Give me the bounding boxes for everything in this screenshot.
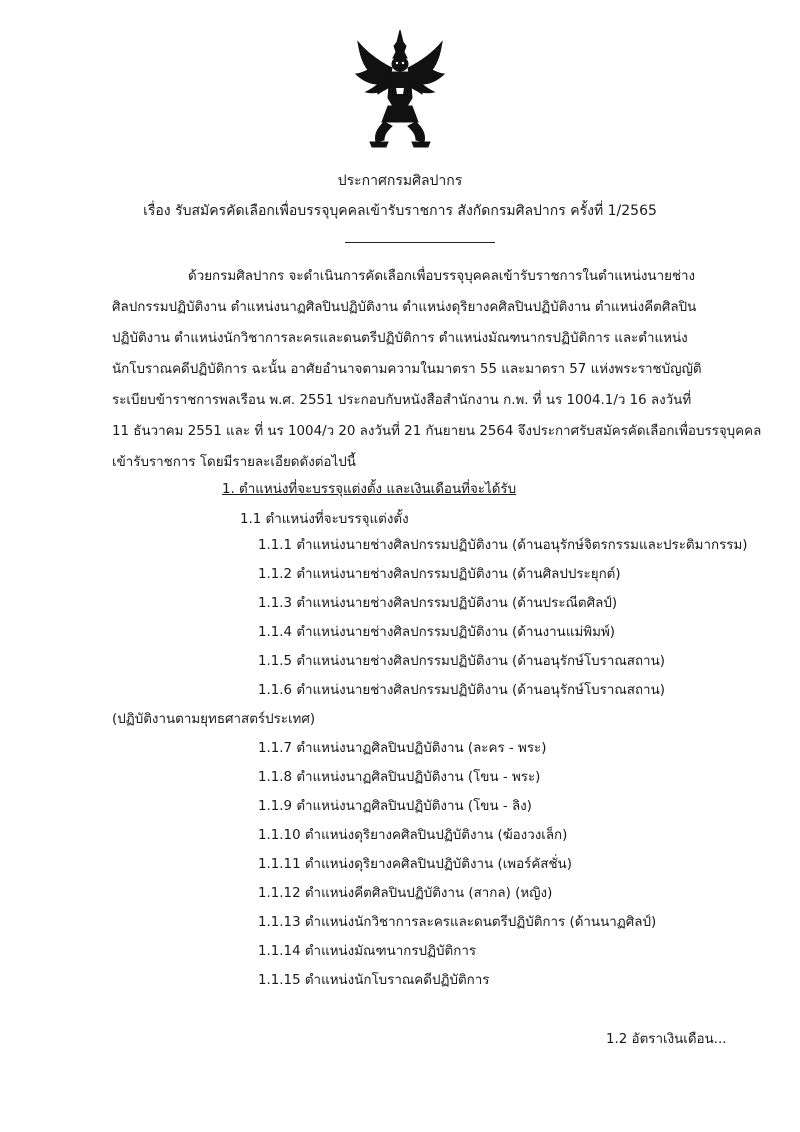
- sub-section-heading: 1.1 ตำแหน่งที่จะบรรจุแต่งตั้ง: [240, 512, 409, 527]
- intro-line: 11 ธันวาคม 2551 และ ที่ นร 1004/ว 20 ลงวันที่ 21 กันยายน 2564 จึงประกาศรับสมัครคัดเลือกเพื่อบรรจุบุคคล: [112, 424, 762, 439]
- position-item: 1.1.1 ตำแหน่งนายช่างศิลปกรรมปฏิบัติงาน (ด้านอนุรักษ์จิตรกรรมและประติมากรรม): [258, 538, 748, 553]
- position-item: 1.1.9 ตำแหน่งนาฏศิลปินปฏิบัติงาน (โขน - ลิง): [258, 799, 532, 814]
- intro-line: ระเบียบข้าราชการพลเรือน พ.ศ. 2551 ประกอบกับหนังสือสำนักงาน ก.พ. ที่ นร 1004.1/ว 16 ลงวันที่: [112, 393, 692, 408]
- position-item: 1.1.5 ตำแหน่งนายช่างศิลปกรรมปฏิบัติงาน (ด้านอนุรักษ์โบราณสถาน): [258, 654, 665, 669]
- position-item: 1.1.13 ตำแหน่งนักวิชาการละครและดนตรีปฏิบัติการ (ด้านนาฏศิลป์): [258, 915, 657, 930]
- position-item: 1.1.15 ตำแหน่งนักโบราณคดีปฏิบัติการ: [258, 973, 490, 988]
- position-note: (ปฏิบัติงานตามยุทธศาสตร์ประเทศ): [112, 712, 316, 727]
- position-item: 1.1.14 ตำแหน่งมัณฑนากรปฏิบัติการ: [258, 944, 477, 959]
- agency-title: ประกาศกรมศิลปากร: [337, 173, 463, 189]
- position-item: 1.1.2 ตำแหน่งนายช่างศิลปกรรมปฏิบัติงาน (ด้านศิลปประยุกต์): [258, 567, 621, 582]
- position-item: 1.1.11 ตำแหน่งดุริยางคศิลปินปฏิบัติงาน (เพอร์คัสชั่น): [258, 857, 572, 872]
- position-item: 1.1.12 ตำแหน่งคีตศิลปินปฏิบัติงาน (สากล) (หญิง): [258, 886, 553, 901]
- intro-line: นักโบราณคดีปฏิบัติการ ฉะนั้น อาศัยอำนาจตามความในมาตรา 55 และมาตรา 57 แห่งพระราชบัญญัติ: [112, 362, 702, 377]
- intro-line: ปฏิบัติงาน ตำแหน่งนักวิชาการละครและดนตรีปฏิบัติการ ตำแหน่งมัณฑนากรปฏิบัติการ และตำแหน่ง: [112, 331, 688, 346]
- intro-line: ศิลปกรรมปฏิบัติงาน ตำแหน่งนาฏศิลปินปฏิบัติงาน ตำแหน่งดุริยางคศิลปินปฏิบัติงาน ตำแหน่งคีตศิลปิน: [112, 300, 697, 315]
- intro-line: ด้วยกรมศิลปากร จะดำเนินการคัดเลือกเพื่อบรรจุบุคคลเข้ารับราชการในตำแหน่งนายช่าง: [188, 269, 696, 284]
- position-item: 1.1.10 ตำแหน่งดุริยางคศิลปินปฏิบัติงาน (ฆ้องวงเล็ก): [258, 828, 568, 843]
- section-heading: 1. ตำแหน่งที่จะบรรจุแต่งตั้ง และเงินเดือนที่จะได้รับ: [222, 482, 517, 497]
- position-item: 1.1.6 ตำแหน่งนายช่างศิลปกรรมปฏิบัติงาน (ด้านอนุรักษ์โบราณสถาน): [258, 683, 665, 698]
- next-page-marker: 1.2 อัตราเงินเดือน...: [606, 1032, 727, 1047]
- position-item: 1.1.4 ตำแหน่งนายช่างศิลปกรรมปฏิบัติงาน (ด้านงานแม่พิมพ์): [258, 625, 616, 640]
- position-item: 1.1.3 ตำแหน่งนายช่างศิลปกรรมปฏิบัติงาน (ด้านประณีตศิลป์): [258, 596, 618, 611]
- intro-line: เข้ารับราชการ โดยมีรายละเอียดดังต่อไปนี้: [112, 455, 356, 470]
- position-item: 1.1.7 ตำแหน่งนาฏศิลปินปฏิบัติงาน (ละคร - พระ): [258, 741, 547, 756]
- divider-line: [345, 242, 495, 243]
- announcement-subject: เรื่อง รับสมัครคัดเลือกเพื่อบรรจุบุคคลเข้ารับราชการ สังกัดกรมศิลปากร ครั้งที่ 1/2565: [143, 203, 657, 219]
- garuda-emblem-icon: [354, 28, 446, 148]
- position-item: 1.1.8 ตำแหน่งนาฏศิลปินปฏิบัติงาน (โขน - พระ): [258, 770, 541, 785]
